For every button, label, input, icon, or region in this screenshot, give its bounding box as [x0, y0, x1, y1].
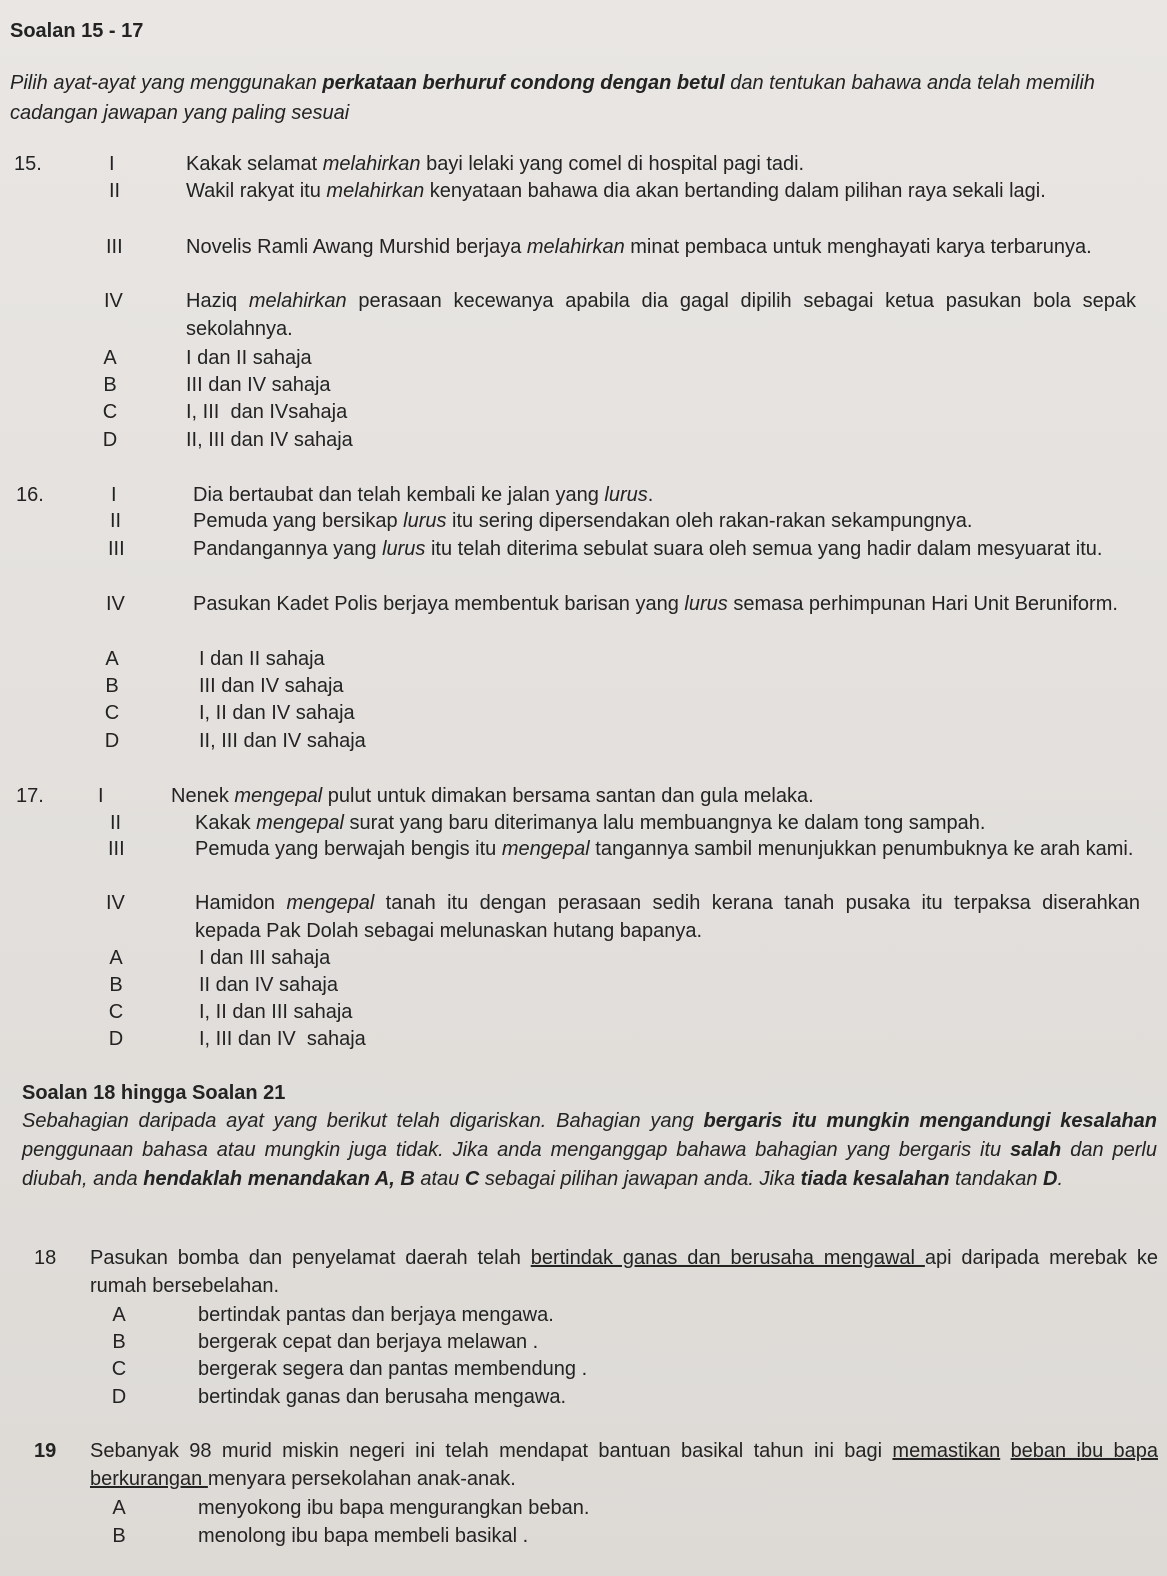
- statement-text: Wakil rakyat itu: [186, 180, 327, 202]
- statement-numeral: I: [109, 153, 115, 175]
- italic-word: lurus: [382, 538, 426, 560]
- italic-word: mengepal: [234, 785, 323, 807]
- statement-numeral: II: [110, 510, 122, 532]
- question-text-part: Pasukan bomba dan penyelamat daerah telah: [90, 1247, 531, 1269]
- statement-text: Novelis Ramli Awang Murshid berjaya: [186, 236, 527, 258]
- question-number: 17.: [16, 785, 44, 807]
- statement-text: tanah itu dengan perasaan sedih kerana tanah pusaka itu terpaksa diserahkan kepada Pak Dolah sebagai melunaskan hutang bapanya.: [195, 892, 1140, 942]
- statement-text: Kakak: [195, 812, 257, 834]
- option-letter: A: [105, 648, 119, 670]
- statement: [195, 835, 1140, 863]
- italic-word: melahirkan: [526, 236, 625, 258]
- option-letter: C: [102, 401, 118, 423]
- statement-numeral: I: [98, 785, 104, 807]
- question-number: 19: [34, 1440, 57, 1462]
- section-title: Soalan 15 - 17: [10, 20, 144, 42]
- option-letter: D: [102, 429, 118, 451]
- statement-text: pulut untuk dimakan bersama santan dan gula melaka.: [322, 785, 814, 807]
- statement-text: Nenek: [171, 785, 235, 807]
- statement-text: Pandangannya yang: [193, 538, 383, 560]
- question-number: 16.: [16, 484, 44, 506]
- instruction-text: .: [1057, 1168, 1064, 1190]
- statement: [186, 150, 1136, 178]
- question-text-part: Sebanyak 98 murid miskin negeri ini telah mendapat bantuan basikal tahun ini bagi: [90, 1440, 893, 1462]
- option-text: I, III dan IV sahaja: [199, 1028, 366, 1050]
- question-text: [90, 1244, 1158, 1300]
- question-text: [90, 1437, 1158, 1493]
- option-text: bertindak ganas dan berusaha mengawa.: [198, 1386, 567, 1408]
- option-text: menyokong ibu bapa mengurangkan beban.: [198, 1497, 590, 1519]
- option-text: I dan II sahaja: [199, 648, 325, 670]
- option-letter: B: [103, 374, 117, 396]
- underlined-phrase: beban ibu bapa berkurangan: [90, 1440, 1159, 1490]
- statement-text: semasa perhimpunan Hari Unit Beruniform.: [727, 593, 1118, 615]
- question-number: 18: [34, 1247, 57, 1269]
- instruction-emphasis: C: [464, 1168, 480, 1190]
- option-text: bergerak segera dan pantas membendung .: [198, 1358, 588, 1380]
- statement: [193, 590, 1138, 618]
- instruction-text: Sebahagian daripada ayat yang berikut telah digariskan. Bahagian yang: [22, 1110, 704, 1132]
- statement-numeral: III: [108, 838, 125, 860]
- statement-text: bayi lelaki yang comel di hospital pagi tadi.: [420, 153, 805, 175]
- statement-text: Kakak selamat: [186, 153, 323, 175]
- option-text: I, II dan III sahaja: [199, 1001, 353, 1023]
- statement: [171, 782, 1139, 810]
- question-text-part: api daripada merebak ke rumah bersebelahan.: [90, 1247, 1158, 1297]
- statement: [193, 507, 1138, 535]
- statement-text: tangannya sambil menunjukkan penumbuknya ke arah kami.: [589, 838, 1134, 860]
- italic-word: lurus: [684, 593, 728, 615]
- instruction-text: atau: [414, 1168, 465, 1190]
- statement-text: kenyataan bahawa dia akan bertanding dalam pilihan raya sekali lagi.: [424, 180, 1046, 202]
- instruction-text: dan tentukan bahawa anda telah memilih cadangan jawapan yang paling sesuai: [10, 72, 1095, 124]
- option-letter: C: [108, 1001, 124, 1023]
- instruction-emphasis: bergaris itu mungkin mengandungi kesalahan: [703, 1110, 1157, 1132]
- option-letter: A: [103, 347, 117, 369]
- option-letter: D: [108, 1028, 124, 1050]
- statement-text: surat yang baru diterimanya lalu membuangnya ke dalam tong sampah.: [344, 812, 986, 834]
- option-letter: B: [112, 1525, 126, 1547]
- option-text: II, III dan IV sahaja: [186, 429, 353, 451]
- italic-word: mengepal: [286, 892, 375, 914]
- statement-text: Hamidon: [195, 892, 287, 914]
- instruction-text: dan perlu diubah, anda: [22, 1139, 1157, 1190]
- statement-text: Dia bertaubat dan telah kembali ke jalan yang: [193, 484, 605, 506]
- statement-text: Haziq: [186, 290, 249, 312]
- instruction-emphasis: hendaklah menandakan A, B: [143, 1168, 415, 1190]
- statement: [193, 535, 1138, 563]
- section-title: Soalan 18 hingga Soalan 21: [22, 1082, 286, 1104]
- option-letter: A: [112, 1304, 126, 1326]
- statement: [193, 481, 1138, 509]
- option-letter: B: [105, 675, 119, 697]
- statement: [186, 233, 1136, 261]
- italic-word: melahirkan: [322, 153, 421, 175]
- statement-numeral: III: [108, 538, 125, 560]
- statement: [195, 809, 1140, 837]
- section-instruction: [10, 68, 1140, 128]
- question-text-part: menyara persekolahan anak-anak.: [207, 1468, 516, 1490]
- option-letter: B: [112, 1331, 126, 1353]
- option-text: I dan III sahaja: [199, 947, 331, 969]
- statement-text: minat pembaca untuk menghayati karya terbarunya.: [624, 236, 1092, 258]
- statement-text: itu sering dipersendakan oleh rakan-rakan sekampungnya.: [446, 510, 973, 532]
- statement-numeral: I: [111, 484, 117, 506]
- italic-word: mengepal: [501, 838, 590, 860]
- italic-word: mengepal: [256, 812, 344, 834]
- underlined-phrase: bertindak ganas dan berusaha mengawal: [530, 1247, 925, 1269]
- statement-numeral: IV: [106, 593, 125, 615]
- option-text: III dan IV sahaja: [186, 374, 331, 396]
- italic-word: melahirkan: [248, 290, 347, 312]
- option-letter: D: [104, 730, 120, 752]
- statement-text: Pemuda yang bersikap: [193, 510, 404, 532]
- option-letter: C: [104, 702, 120, 724]
- statement-numeral: II: [109, 180, 121, 202]
- statement-text: itu telah diterima sebulat suara oleh semua yang hadir dalam mesyuarat itu.: [425, 538, 1103, 560]
- italic-word: lurus: [403, 510, 447, 532]
- statement-numeral: IV: [106, 892, 125, 914]
- option-letter: B: [109, 974, 123, 996]
- instruction-emphasis: D: [1043, 1168, 1058, 1190]
- option-letter: A: [109, 947, 123, 969]
- instruction-emphasis: perkataan berhuruf condong dengan betul: [322, 72, 725, 94]
- option-text: I, III dan IVsahaja: [186, 401, 348, 423]
- instruction-text: tandakan: [949, 1168, 1044, 1190]
- underlined-phrase: memastikan: [892, 1440, 1001, 1462]
- option-text: II dan IV sahaja: [199, 974, 338, 996]
- statement-text: Pasukan Kadet Polis berjaya membentuk barisan yang: [193, 593, 685, 615]
- statement-numeral: II: [110, 812, 122, 834]
- option-text: I dan II sahaja: [186, 347, 312, 369]
- option-text: menolong ibu bapa membeli basikal .: [198, 1525, 529, 1547]
- question-number: 15.: [14, 153, 42, 175]
- option-text: III dan IV sahaja: [199, 675, 344, 697]
- statement: [195, 889, 1140, 945]
- option-letter: C: [111, 1358, 127, 1380]
- instruction-text: sebagai pilihan jawapan anda. Jika: [479, 1168, 801, 1190]
- instruction-text: Pilih ayat-ayat yang menggunakan: [10, 72, 323, 94]
- statement-text: perasaan kecewanya apabila dia gagal dipilih sebagai ketua pasukan bola sepak sekolahnya.: [186, 290, 1136, 340]
- option-letter: A: [112, 1497, 126, 1519]
- statement: [186, 287, 1136, 343]
- option-text: bertindak pantas dan berjaya mengawa.: [198, 1304, 554, 1326]
- option-text: II, III dan IV sahaja: [199, 730, 366, 752]
- statement-text: Pemuda yang berwajah bengis itu: [195, 838, 502, 860]
- statement-numeral: IV: [104, 290, 123, 312]
- statement: [186, 177, 1136, 205]
- section-instruction: [22, 1107, 1157, 1194]
- instruction-emphasis: salah: [1010, 1139, 1062, 1161]
- statement-numeral: III: [106, 236, 123, 258]
- italic-word: melahirkan: [326, 180, 425, 202]
- statement-text: .: [647, 484, 654, 506]
- italic-word: lurus: [604, 484, 648, 506]
- option-text: bergerak cepat dan berjaya melawan .: [198, 1331, 539, 1353]
- option-text: I, II dan IV sahaja: [199, 702, 355, 724]
- option-letter: D: [111, 1386, 127, 1408]
- instruction-text: penggunaan bahasa atau mungkin juga tidak. Jika anda menganggap bahawa bahagian yang bergaris itu: [22, 1139, 1011, 1161]
- instruction-emphasis: tiada kesalahan: [800, 1168, 950, 1190]
